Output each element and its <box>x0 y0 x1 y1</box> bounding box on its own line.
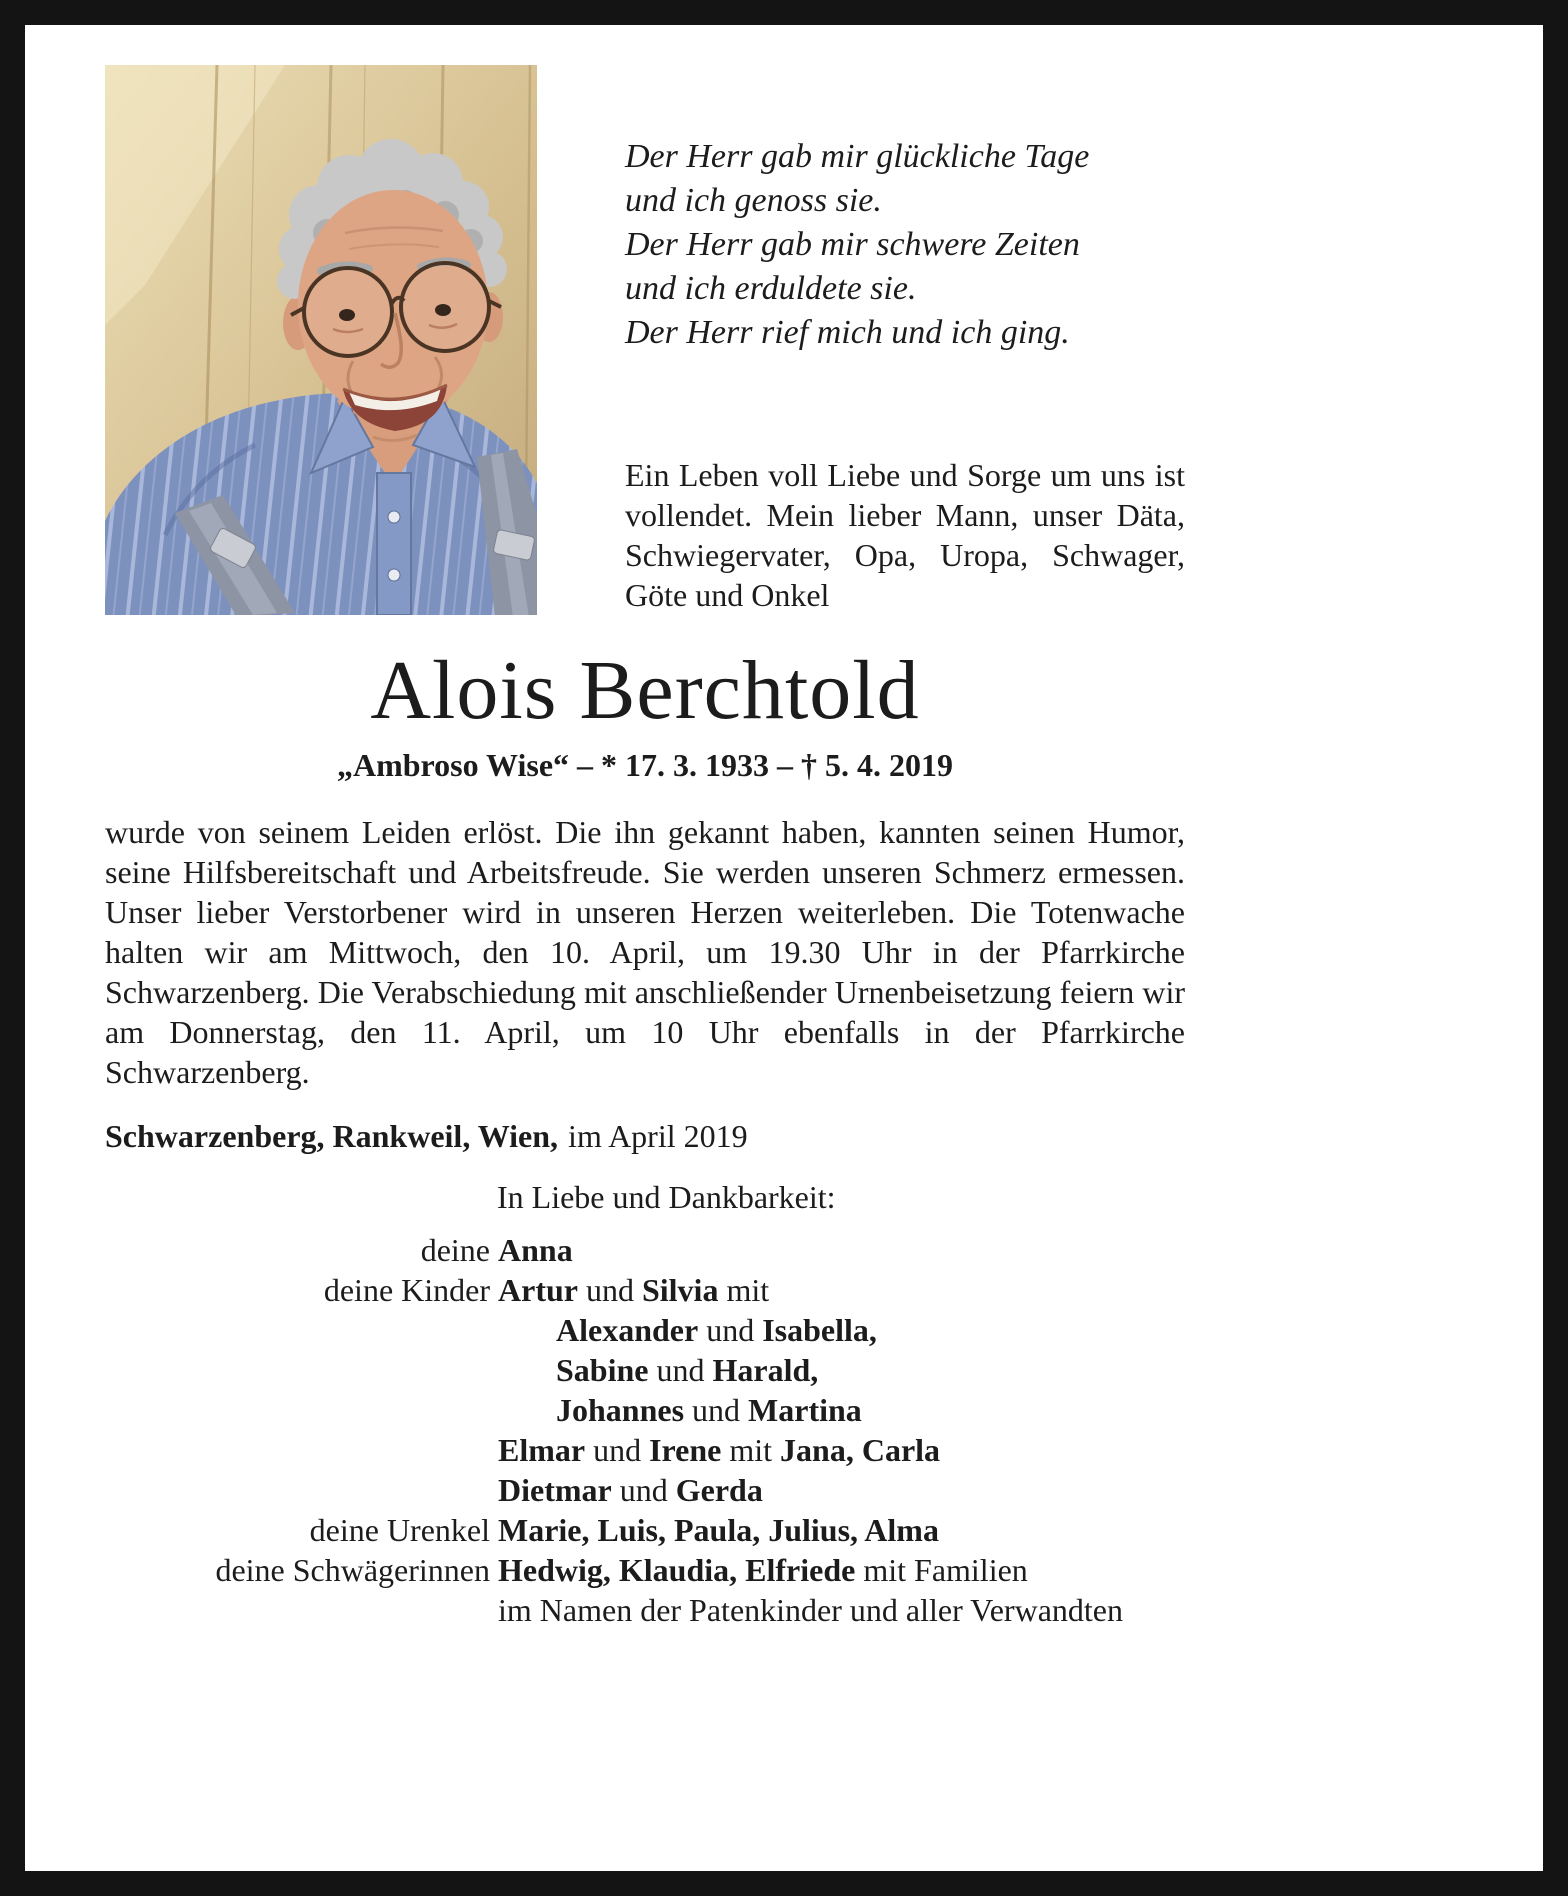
family-member-name: Hedwig, Klaudia, Elfriede <box>498 1552 856 1589</box>
family-member-name: Harald, <box>712 1352 819 1389</box>
family-relation-label <box>105 1310 490 1350</box>
family-connector-text: und <box>611 1472 676 1509</box>
family-member-name: Dietmar <box>498 1472 612 1509</box>
family-names <box>490 1310 877 1350</box>
family-member-name: Martina <box>748 1392 862 1429</box>
poem-line: Der Herr gab mir schwere Zeiten <box>625 226 1080 263</box>
family-connector-text: und <box>648 1352 713 1389</box>
dateline-places: Schwarzenberg, Rankweil, Wien, <box>105 1118 559 1155</box>
family-connector-text: und <box>577 1272 642 1309</box>
family-names <box>490 1350 818 1390</box>
deceased-nickname-and-dates: „Ambroso Wise“ – * 17. 3. 1933 – † 5. 4. 2019 <box>336 747 954 784</box>
family-connector-text: mit <box>721 1432 781 1469</box>
family-row <box>105 1430 1185 1470</box>
family-row <box>105 1350 1185 1390</box>
family-names <box>490 1470 763 1510</box>
family-names <box>490 1230 573 1270</box>
family-relation-label <box>105 1470 490 1510</box>
family-connector-text: und <box>698 1312 763 1349</box>
family-connector-text: mit Familien <box>855 1552 1028 1589</box>
family-list <box>105 1230 1185 1630</box>
header-text-column <box>625 65 1185 615</box>
family-connector-text: und <box>585 1432 650 1469</box>
family-member-name: Gerda <box>675 1472 763 1509</box>
announcement-paragraph: wurde von seinem Leiden erlöst. Die ihn gekannt haben, kannten seinen Humor, seine Hilfsbereitschaft und Arbeitsfreude. Sie werden unseren Schmerz ermessen. Unser lieber Verstorbener wird in unseren Herzen weiterleben. Die Totenwache halten wir am Mittwoch, den 10. April, um 19.30 Uhr in der Pfarrkirche Schwarzenberg. Die Verabschiedung mit anschließender Urnenbeisetzung feiern wir am Donnerstag, den 11. April, um 10 Uhr ebenfalls in der Pfarrkirche Schwarzenberg. <box>105 814 1185 1091</box>
family-row <box>105 1390 1185 1430</box>
family-relation-label <box>105 1590 490 1630</box>
family-member-name: Elmar <box>498 1432 586 1469</box>
family-names <box>490 1430 940 1470</box>
family-member-name: Irene <box>649 1432 722 1469</box>
family-relation-label: deine Kinder <box>323 1272 490 1309</box>
family-relation-label <box>105 1350 490 1390</box>
family-member-name: Jana, Carla <box>780 1432 941 1469</box>
family-relation-label: deine Schwägerinnen <box>215 1552 490 1589</box>
family-connector-text: im Namen der Patenkinder und aller Verwandten <box>498 1592 1123 1629</box>
portrait-photo-image <box>105 65 537 615</box>
family-member-name: Silvia <box>641 1272 719 1309</box>
family-row <box>105 1230 1185 1270</box>
poem-line: und ich genoss sie. <box>625 182 882 219</box>
family-member-name: Sabine <box>556 1352 649 1389</box>
family-member-name: Marie, Luis, Paula, Julius, Alma <box>498 1512 939 1549</box>
family-names <box>490 1510 939 1550</box>
family-member-name: Johannes <box>556 1392 685 1429</box>
family-names <box>490 1550 1028 1590</box>
family-member-name: Isabella, <box>762 1312 877 1349</box>
header-section <box>105 65 1185 615</box>
family-member-name: Anna <box>498 1232 573 1269</box>
poem-line: und ich erduldete sie. <box>625 270 917 307</box>
portrait-photo <box>105 65 537 615</box>
closing-line: In Liebe und Dankbarkeit: <box>497 1179 836 1216</box>
dateline-date: im April 2019 <box>568 1118 748 1155</box>
family-member-name: Artur <box>498 1272 578 1309</box>
family-names <box>490 1390 862 1430</box>
family-names <box>490 1270 769 1310</box>
poem-line: Der Herr gab mir glückliche Tage <box>625 138 1090 175</box>
family-row <box>105 1270 1185 1310</box>
family-relation-label <box>105 1430 490 1470</box>
family-relation-label <box>105 1390 490 1430</box>
deceased-name: Alois Berchtold <box>370 644 920 737</box>
family-row <box>105 1590 1185 1630</box>
family-row <box>105 1310 1185 1350</box>
family-connector-text: mit <box>718 1272 770 1309</box>
family-names <box>490 1590 1123 1630</box>
dateline <box>105 1118 1185 1155</box>
family-row <box>105 1470 1185 1510</box>
family-relation-label: deine Urenkel <box>309 1512 490 1549</box>
family-connector-text: und <box>684 1392 749 1429</box>
intro-paragraph: Ein Leben voll Liebe und Sorge um uns ist vollendet. Mein lieber Mann, unser Däta, Schwiegervater, Opa, Uropa, Schwager, Göte und Onkel <box>625 457 1185 613</box>
family-row <box>105 1510 1185 1550</box>
family-member-name: Alexander <box>556 1312 699 1349</box>
poem <box>625 135 1185 355</box>
family-relation-label: deine <box>420 1232 490 1269</box>
poem-line: Der Herr rief mich und ich ging. <box>625 314 1070 351</box>
family-row <box>105 1550 1185 1590</box>
